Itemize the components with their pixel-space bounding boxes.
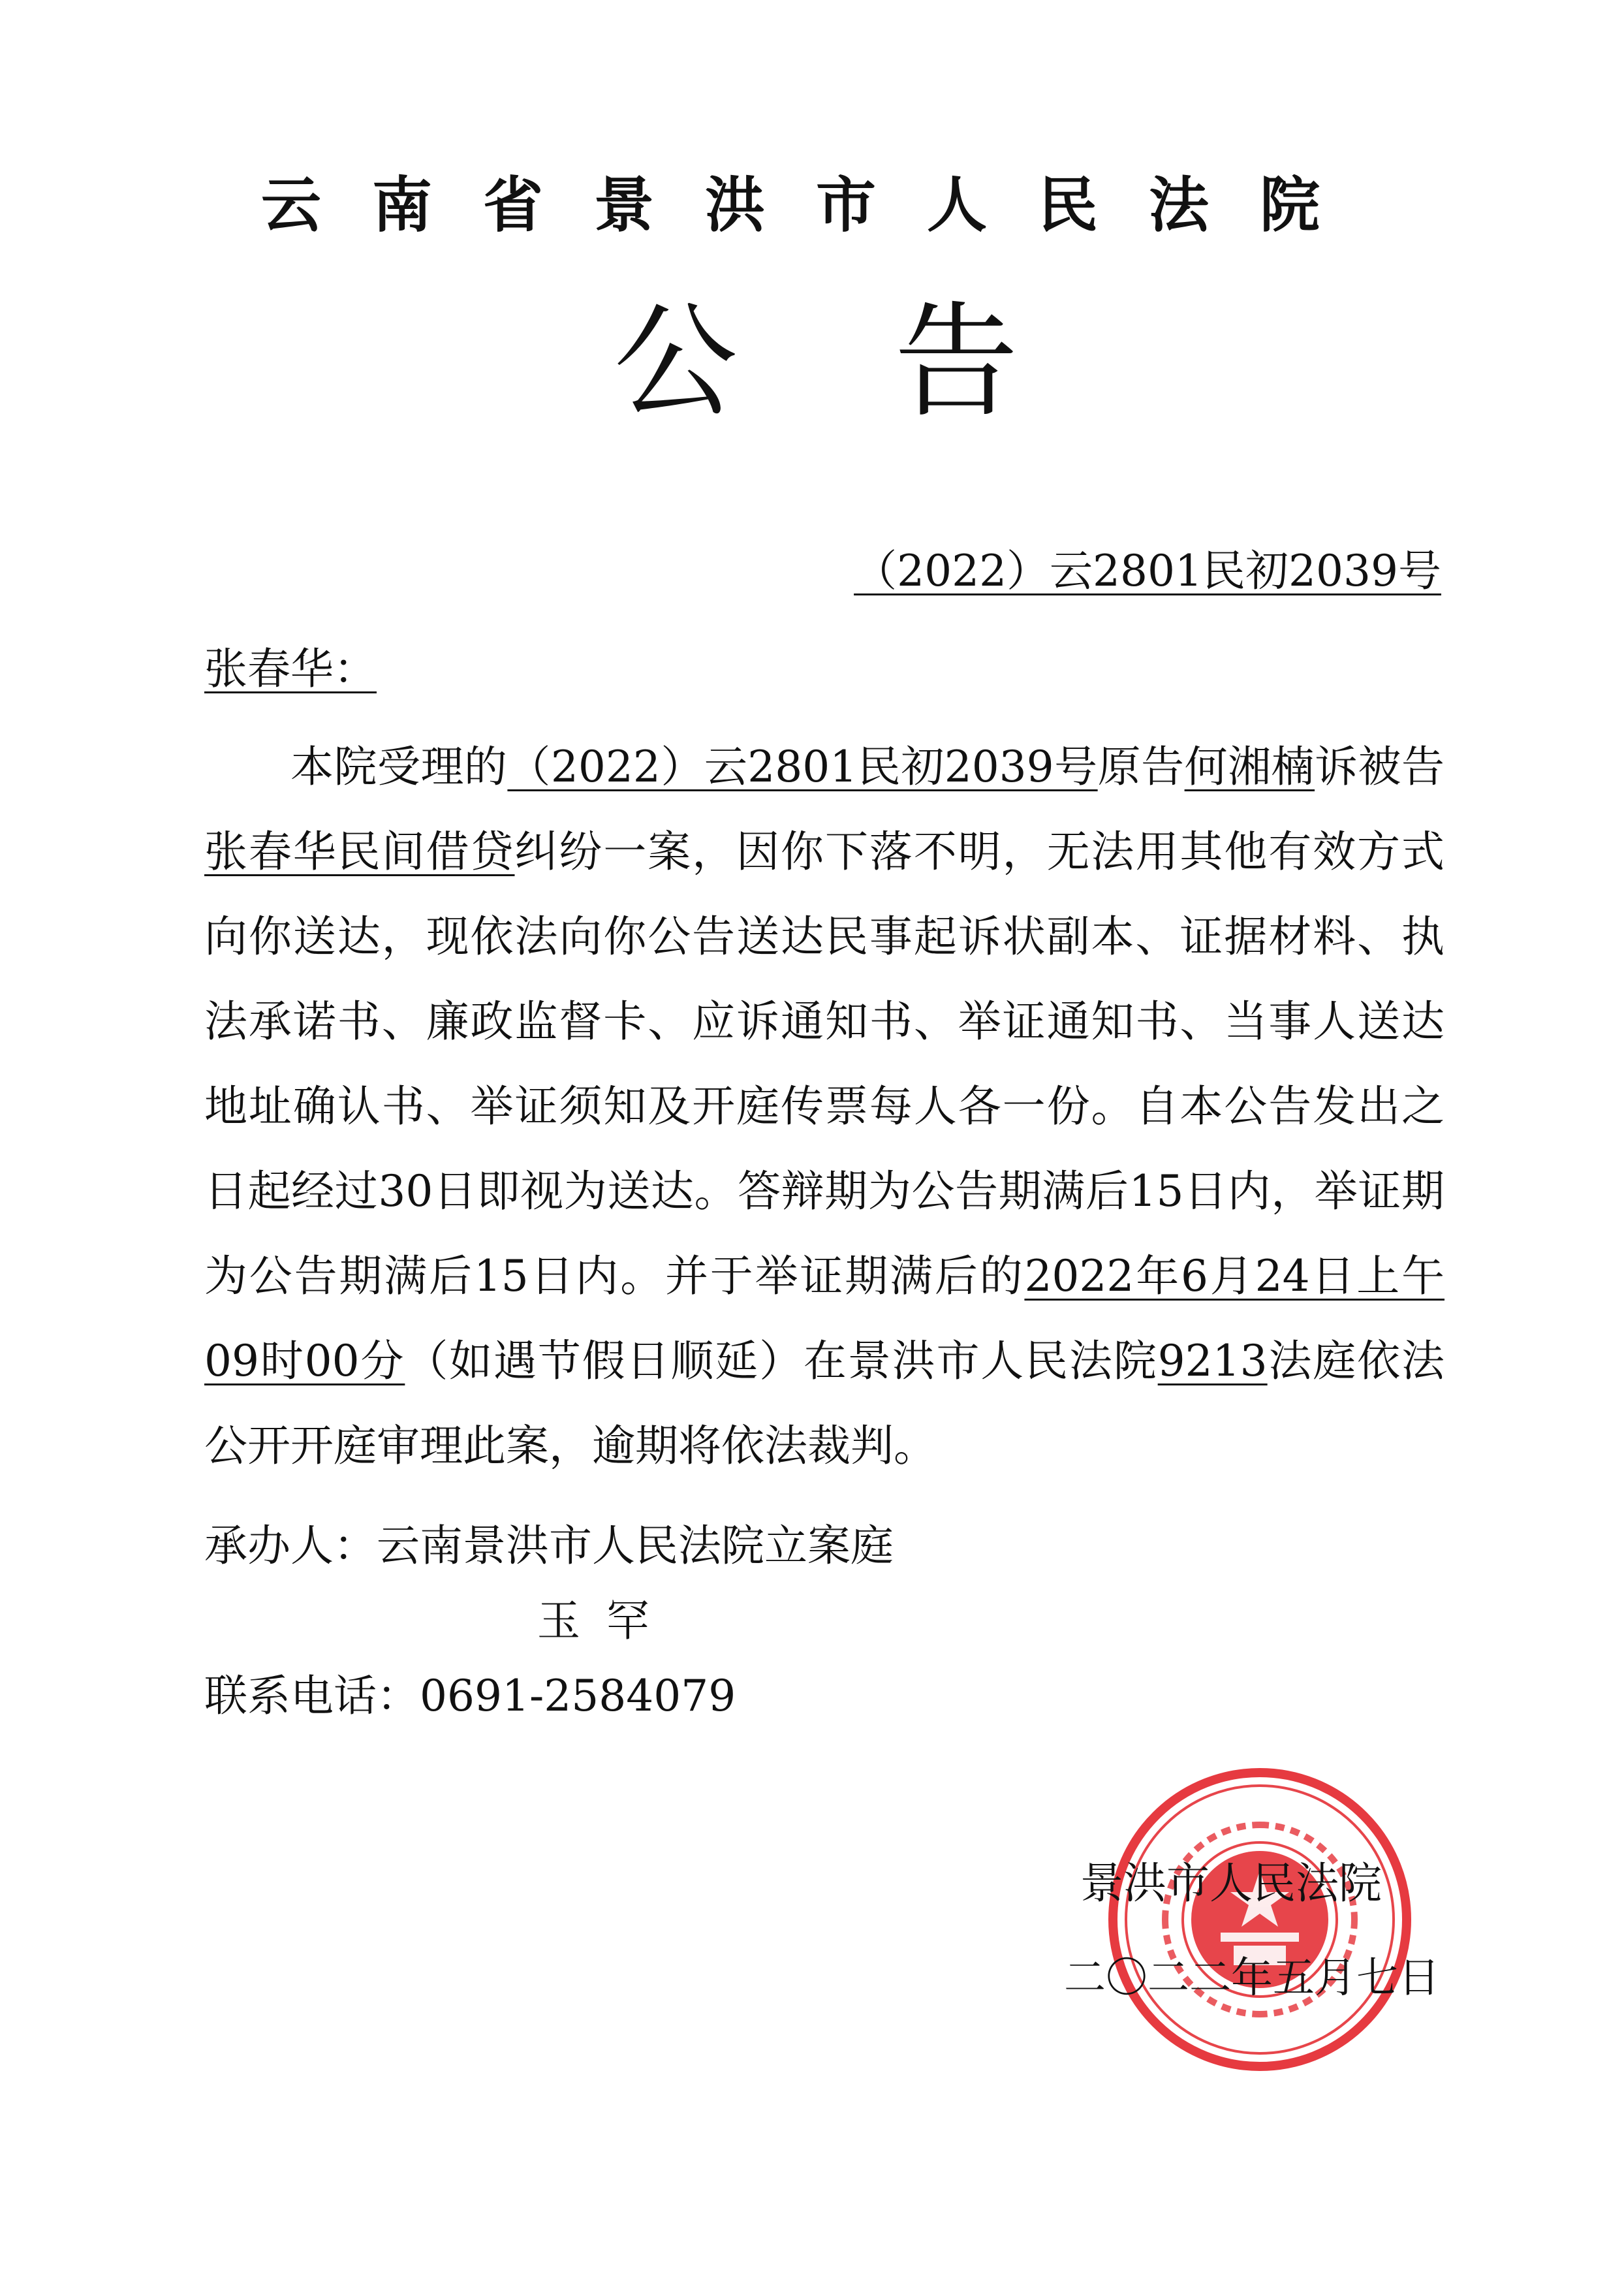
body-text-3: 纠纷一案，因你下落不明，无法用其他有效方式向你送达，现依法向你公告送达民事起诉状副本、证据材料、执法承诺书、廉政监督卡、应诉通知书、举证通知书、当事人送达地址确认书、举证须知及开庭传票每人各一份。自本公告发出之日起经过30日即视为送达。答辩期为公告期满后15日内，举证期为公告期满后15日内。并于举证期满后的 [204, 827, 1445, 1301]
defendant-and-cause: 张春华民间借贷 [204, 827, 515, 877]
phone-label: 联系电话： [204, 1671, 420, 1721]
notice-title: 公告 [614, 290, 1176, 434]
handler-line [204, 1508, 894, 1583]
issuing-court: 景洪市人民法院 [1080, 1858, 1382, 1908]
body-text-1: 原告 [1097, 742, 1185, 792]
court-name-heading: 云南省景洪市人民法院 [260, 170, 1371, 240]
plaintiff-name: 何湘楠 [1184, 742, 1315, 792]
handler-department: 云南景洪市人民法院立案庭 [377, 1521, 894, 1571]
handler-label: 承办人： [204, 1521, 377, 1571]
court-seal-stamp [1103, 1763, 1416, 2076]
phone-number: 0691-2584079 [420, 1671, 736, 1721]
contact-block [204, 1508, 894, 1733]
handler-name: 玉罕 [537, 1596, 676, 1646]
body-prefix: 本院受理的 [290, 742, 508, 792]
body-text-4: （如遇节假日顺延）在景洪市人民法院 [405, 1336, 1158, 1386]
hearing-time: 2022年6月24日上午09时00分 [204, 1251, 1444, 1386]
phone-line [204, 1658, 894, 1733]
body-text-2: 诉被告 [1315, 742, 1445, 792]
issue-date: 二〇二二年五月七日 [1064, 1954, 1440, 2002]
addressee: 张春华： [204, 644, 377, 694]
notice-body [204, 725, 1444, 1489]
body-case-ref: （2022）云2801民初2039号 [507, 742, 1098, 792]
case-number: （2022）云2801民初2039号 [854, 546, 1441, 596]
courtroom-number: 9213 [1157, 1336, 1268, 1386]
body-suffix: 法庭依法公开开庭审理此案，逾期将依法裁判。 [204, 1336, 1445, 1471]
